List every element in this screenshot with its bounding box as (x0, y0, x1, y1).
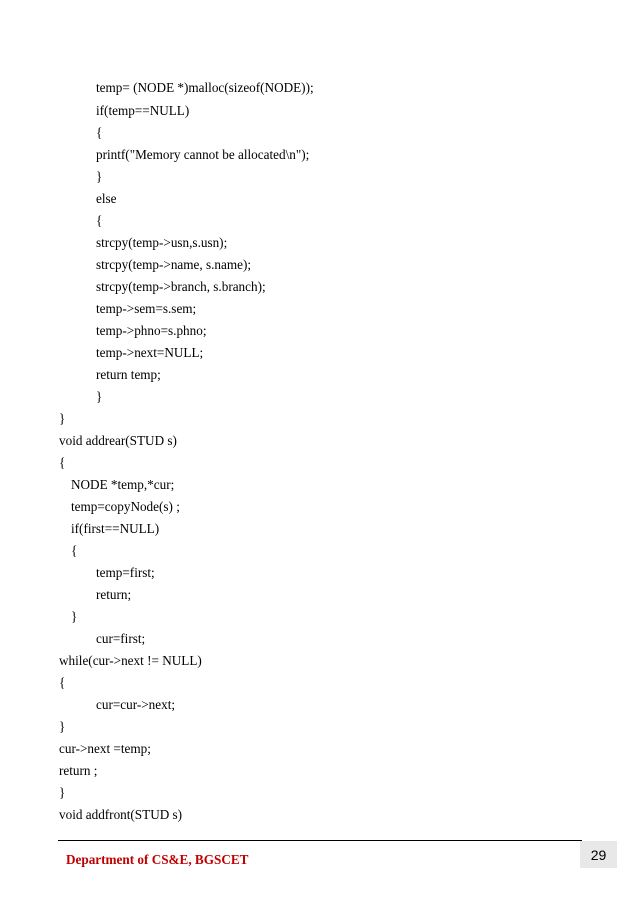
code-line: strcpy(temp->name, s.name); (96, 257, 252, 272)
code-line: while(cur->next != NULL) (59, 653, 202, 668)
code-line: void addrear(STUD s) (59, 433, 177, 448)
code-line: temp->next=NULL; (96, 345, 204, 360)
code-line: else (96, 191, 117, 206)
footer-department: Department of CS&E, BGSCET (66, 852, 249, 867)
code-line: return ; (59, 763, 98, 778)
code-line: } (96, 389, 103, 404)
code-line: temp=copyNode(s) ; (71, 499, 180, 514)
code-line: return; (96, 587, 132, 602)
code-line: { (71, 543, 78, 558)
code-line: } (59, 785, 66, 800)
code-line: cur=first; (96, 631, 146, 646)
page-number: 29 (580, 841, 617, 868)
code-line: if(first==NULL) (71, 521, 160, 536)
code-line: temp->sem=s.sem; (96, 301, 197, 316)
code-line: return temp; (96, 367, 161, 382)
code-line: } (59, 411, 66, 426)
code-line: { (59, 455, 66, 470)
code-line: { (96, 213, 103, 228)
code-line: if(temp==NULL) (96, 103, 190, 118)
code-line: { (59, 675, 66, 690)
code-line: printf("Memory cannot be allocated\n"); (96, 147, 310, 162)
code-line: strcpy(temp->branch, s.branch); (96, 279, 266, 294)
code-line: cur->next =temp; (59, 741, 151, 756)
code-line: NODE *temp,*cur; (71, 477, 175, 492)
code-line: } (96, 169, 103, 184)
code-line: temp->phno=s.phno; (96, 323, 207, 338)
code-line: } (71, 609, 78, 624)
code-line: cur=cur->next; (96, 697, 176, 712)
code-line: void addfront(STUD s) (59, 807, 183, 822)
code-line: temp=first; (96, 565, 155, 580)
code-line: strcpy(temp->usn,s.usn); (96, 235, 228, 250)
code-line: } (59, 719, 66, 734)
code-line: temp= (NODE *)malloc(sizeof(NODE)); (96, 80, 314, 95)
footer-divider (58, 840, 582, 841)
code-line: { (96, 125, 103, 140)
